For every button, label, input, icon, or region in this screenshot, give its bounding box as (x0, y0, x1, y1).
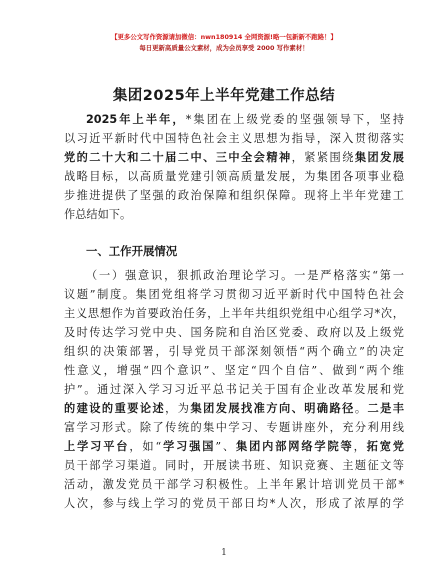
body-line: 上学习平台，如“学习强国”、集团内部网络学院等，拓宽党 (64, 440, 404, 453)
body-line: 的建设的重要论述，为集团发展找准方向、明确路径。二是丰 (64, 402, 404, 415)
body-line: 性意义，增强“四个意识”、坚定“四个自信”、做到“两个维 (64, 364, 404, 377)
body-line: 组织的决策部署，引导党员干部深刻领悟“两个确立”的决定 (64, 345, 404, 358)
intro-line: 战略目标，以高质量党建引领高质量发展，为集团各项事业稳 (64, 170, 404, 183)
intro-line: 步推进提供了坚强的政治保障和组织保障。现将上半年党建工 (64, 189, 404, 202)
body-line: 富学习形式。除了传统的集中学习、专题讲座外，充分利用线 (64, 421, 404, 434)
body-line: 活动，激发党员干部学习积极性。上半年累计培训党员干部* (64, 478, 404, 491)
document-title: 集团2025年上半年党建工作总结 (112, 88, 336, 104)
intro-line: 党的二十大和二十届二中、三中全会精神，紧紧围绕集团发展 (64, 151, 404, 164)
body-line: 及时传达学习党中央、国务院和自治区党委、政府以及上级党 (64, 326, 404, 339)
promo-banner-line-1: 【更多公文写作资源请加微信：nwn180914 全网资源!略一包新新不跑路！】 (111, 33, 337, 41)
body-line: 议题”制度。集团党组将学习贯彻习近平新时代中国特色社会 (64, 288, 404, 301)
body-line: 员干部学习渠道。同时，开展读书班、知识竞赛、主题征文等 (64, 459, 404, 472)
section-heading: 一、工作开展情况 (86, 244, 178, 258)
body-line: 人次，参与线上学习的党员干部日均*人次，形成了浓厚的学 (64, 497, 404, 510)
page-number: 1 (221, 548, 227, 558)
intro-line: 2025年上半年，*集团在上级党委的坚强领导下，坚持 (86, 113, 404, 126)
promo-banner-line-2: 每日更新高质量公文素材，成为会员享受 2000 写作素材！ (139, 44, 309, 52)
body-line: 主义思想作为首要政治任务，上半年共组织党组中心组学习*次， (64, 307, 404, 320)
intro-line: 作总结如下。 (64, 208, 132, 221)
intro-line: 以习近平新时代中国特色社会主义思想为指导，深入贯彻落实 (64, 132, 404, 145)
body-line: 护”。通过深入学习习近平总书记关于国有企业改革发展和党 (64, 383, 404, 396)
body-line: （一）强意识，狠抓政治理论学习。一是严格落实“第一 (86, 269, 404, 282)
